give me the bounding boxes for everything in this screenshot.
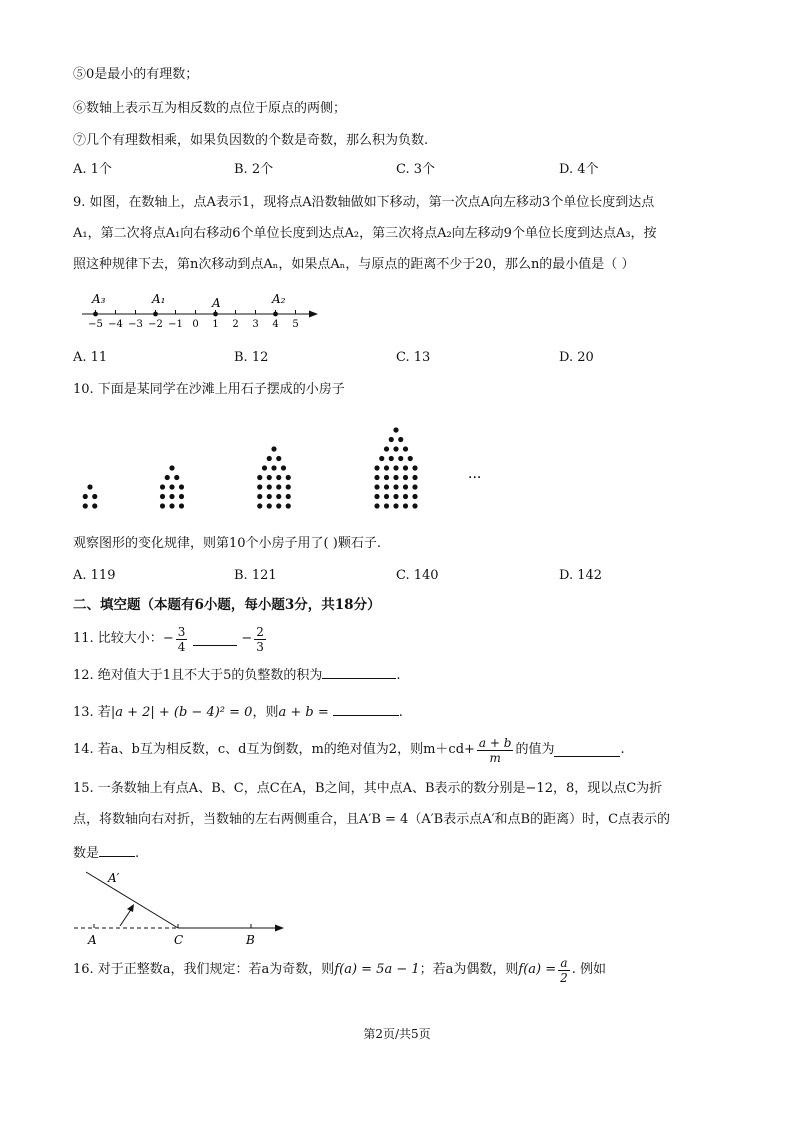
q9-tick-label: 5 [292,319,299,330]
stone-dot [83,494,88,499]
stone-dot [374,503,379,508]
q16-f-odd: f(a) = 5a − 1 [334,962,420,977]
stone-dot [412,484,417,489]
stone-dot [276,494,281,499]
stone-dot [267,503,272,508]
q15-label-c: C [174,933,184,947]
q16-fraction: $\frac{a}{2}$ [560,955,568,985]
stone-dot [267,484,272,489]
q9-tick-label: −1 [168,319,183,330]
stone-dot [160,484,165,489]
stone-dot [179,503,184,508]
q13-ask: a + b = [278,705,329,720]
q11-prefix: 11. 比较大小： [73,631,163,646]
stone-dot [276,475,281,480]
stone-dot [281,465,286,470]
stone-dot [403,446,408,451]
q10-option-d: D. 142 [559,568,603,583]
q8-option-c: C. 3个 [396,162,436,177]
q11-minus-a: − [162,631,174,646]
q15-line-2: 点，将数轴向右对折，当数轴的左右两侧重合，且A′B = 4（A′B表示点A′和点B的距离）时，C点表示的 [73,812,671,827]
q9-option-b: B. 12 [234,350,269,365]
q15-folded-segment [86,872,178,928]
stone-dot [165,475,170,480]
stone-dot [87,484,92,489]
stone-dot [398,456,403,461]
stone-dot [286,503,291,508]
stone-dot [286,475,291,480]
stone-dot [389,456,394,461]
stone-dot [169,494,174,499]
q13-prefix: 13. 若 [73,705,111,720]
q9-line-3: 照这种规律下去，第n次移动到点Aₙ，如果点Aₙ，与原点的距离不少于20，那么n的最小值是（ ） [73,257,635,272]
section-2-heading: 二、填空题（本题有6小题，每小题3分，共18分） [73,597,381,613]
q13-answer-blank[interactable] [333,702,399,716]
stone-dot [384,446,389,451]
q14-fraction: $\frac{a + b}{m}$ [478,735,512,765]
q9-line-2: A₁，第二次将点A₁向右移动6个单位长度到达点A₂，第三次将点A₂向左移动9个单位长度到达点A₃，按 [73,226,657,241]
stone-dot [160,503,165,508]
stone-dot [384,484,389,489]
q9-label-a3: A₃ [92,292,106,306]
q9-option-d: D. 20 [559,350,594,365]
stone-dot [257,475,262,480]
q13 [73,702,403,722]
q12-text: 12. 绝对值大于1且不大于5的负整数的积为 [73,668,323,683]
q9-label-a1: A₁ [152,292,166,306]
stone-dot [257,484,262,489]
q8-option-b: B. 2个 [234,162,274,177]
q9-line-1: 9. 如图，在数轴上，点A表示1，现将点A沿数轴做如下移动，第一次点A向左移动3个单位长度到达点 [73,195,655,210]
q15-line-3-text: 数是 [73,846,100,861]
stone-dot [271,465,276,470]
q9-tick-label: −3 [128,319,143,330]
stone-dot [403,465,408,470]
stone-dot [174,475,179,480]
q15-label-b: B [246,933,255,947]
q13-end: . [398,705,403,720]
q14-answer-blank[interactable] [554,743,620,757]
stone-dot [276,484,281,489]
stone-dot [374,484,379,489]
q15-fold-diagram [70,866,290,948]
q14-prefix: 14. 若a、b互为相反数，c、d互为倒数，m的绝对值为2，则m＋cd+ [73,742,475,757]
stone-dot [379,456,384,461]
q11-minus-b: − [241,631,253,646]
q9-point-a3 [93,312,98,317]
stone-dot [267,456,272,461]
q10-stone-houses [60,408,520,520]
q9-label-a: A [212,296,221,310]
stone-dot [393,465,398,470]
stone-dot [403,494,408,499]
q11-fraction-a: $\frac{3}{4}$ [177,624,186,654]
stone-dot [92,494,97,499]
q9-option-a: A. 11 [73,350,108,365]
q11-answer-blank[interactable] [193,632,237,646]
q9-tick-label: 0 [192,319,199,330]
stone-dot [384,465,389,470]
statement-6: ⑥数轴上表示互为相反数的点位于原点的两侧； [73,101,347,116]
q9-tick-label: 2 [232,319,239,330]
q16-mid: ；若a为偶数，则 [419,962,519,977]
stone-dot [403,484,408,489]
stone-dot [393,503,398,508]
q9-point-a1 [153,312,158,317]
q12-answer-blank[interactable] [322,665,396,679]
q15-end: . [135,846,140,861]
stone-dot [262,465,267,470]
q10-title: 10. 下面是某同学在沙滩上用石子摆成的小房子 [73,382,345,397]
q8-option-d: D. 4个 [559,162,599,177]
q10-option-b: B. 121 [234,568,277,583]
stone-dot [160,494,165,499]
statement-5: ⑤0是最小的有理数； [73,67,199,82]
stone-dot [271,446,276,451]
q15-label-a-prime: A′ [108,871,120,885]
stone-dot [169,484,174,489]
q15-line-1: 15. 一条数轴上有点A、B、C，点C在A，B之间，其中点A、B表示的数分别是−12，8，现以点C为折 [73,781,663,796]
q9-label-a2: A₂ [272,292,286,306]
q9-tick-label: 3 [252,319,259,330]
stone-dot [393,484,398,489]
stone-dot [92,503,97,508]
page-footer: 第2页/共5页 [363,1027,431,1041]
q16-f-even: f(a) = [518,962,557,977]
stone-dot [83,503,88,508]
stone-dot [384,494,389,499]
q16-prefix: 16. 对于正整数a，我们规定：若a为奇数，则 [73,962,335,977]
q16-suffix: . 例如 [571,962,607,977]
stone-dot [408,456,413,461]
q15-label-a: A [88,933,97,947]
stone-dot [276,503,281,508]
stone-dot [267,475,272,480]
stone-dot [257,503,262,508]
stone-dot [398,437,403,442]
stone-dot [384,503,389,508]
stone-dot [403,475,408,480]
stone-dot [412,494,417,499]
q14 [73,730,625,770]
q10-option-a: A. 119 [73,568,116,583]
q15-fold-arrow [120,908,132,926]
stone-dot [393,475,398,480]
stone-dot [179,494,184,499]
q15-line-3 [73,843,139,863]
stone-dot [384,475,389,480]
statement-7: ⑦几个有理数相乘，如果负因数的个数是奇数，那么积为负数. [73,133,429,148]
q16 [73,950,606,990]
q9-axis-arrow [309,311,318,318]
q10-prompt: 观察图形的变化规律，则第10个小房子用了( )颗石子. [73,536,381,551]
stone-dot [393,446,398,451]
q10-ellipsis: ··· [468,470,482,486]
stone-dot [257,494,262,499]
q9-tick-label: 1 [212,319,219,330]
stone-dot [169,465,174,470]
stone-dot [374,465,379,470]
q8-option-a: A. 1个 [73,162,112,177]
q9-tick-label: −2 [148,319,163,330]
stone-dot [179,484,184,489]
stone-dot [276,456,281,461]
stone-dot [412,503,417,508]
stone-dot [286,484,291,489]
q9-tick-label: −4 [108,319,123,330]
q10-option-c: C. 140 [396,568,439,583]
q9-point-a2 [273,312,278,317]
q13-mid: ，则 [252,705,279,720]
stone-dot [403,503,408,508]
q9-tick-label: 4 [272,319,279,330]
stone-dot [412,465,417,470]
q9-option-c: C. 13 [396,350,431,365]
stone-dot [286,494,291,499]
q9-tick-label: −5 [88,319,103,330]
q9-number-line [78,290,328,332]
stone-dot [412,475,417,480]
stone-dot [374,475,379,480]
stone-dot [393,494,398,499]
q15-answer-blank[interactable] [99,843,135,857]
q9-point-a [213,312,218,317]
stone-dot [393,427,398,432]
q14-end: . [620,742,625,757]
stone-dot [389,437,394,442]
q13-expression: |a + 2| + (b − 4)² = 0 [110,705,253,720]
stone-dot [267,494,272,499]
q11 [73,622,268,656]
q15-axis-arrow [275,925,284,932]
stone-dot [169,503,174,508]
stone-dot [374,494,379,499]
q12: 12. 绝对值大于1且不大于5的负整数的积为 . [73,665,401,685]
q14-suffix: 的值为 [515,742,555,757]
q11-fraction-b: $\frac{2}{3}$ [256,624,264,654]
